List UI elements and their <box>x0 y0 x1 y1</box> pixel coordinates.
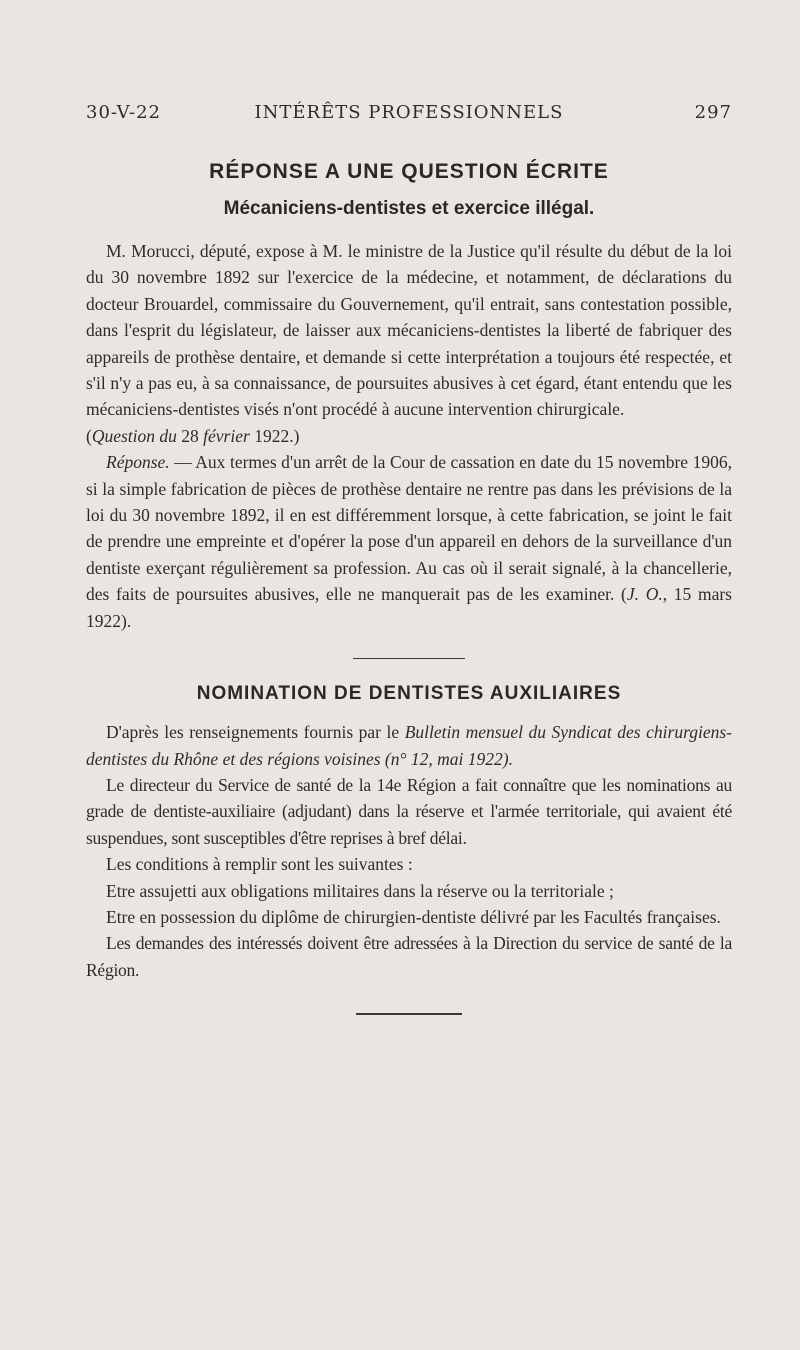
page-content <box>86 160 732 1015</box>
article2-intro <box>86 719 732 772</box>
page-number: 297 <box>694 102 732 123</box>
intro-text: D'après les renseignements fournis par le <box>106 722 405 743</box>
answer-source-end: , 15 mars 1922). <box>86 584 732 631</box>
intro-bulletin-reference: Bulletin mensuel du Syndicat des chirurgiens-dentistes du Rhône et des régions voisines (n° 12, mai 1922). <box>86 722 732 769</box>
article1-question-reference <box>86 423 732 449</box>
question-ref-month: février <box>203 425 250 446</box>
question-ref-italic: Question du <box>91 425 177 446</box>
article2-paragraph-5: Les demandes des intéressés doivent être adressées à la Direction du service de santé de la Région. <box>86 933 732 980</box>
answer-text: — Aux termes d'un arrêt de la Cour de cassation en date du 15 novembre 1906, si la simple fabrication de pièces de prothèse dentaire ne rentre pas dans les prévisions de la loi du 30 novembre 1892, il en est différemment lorsque, à cette fabrication, se joint le fait de prendre une empreinte et d'opérer la pose d'un appareil en dehors de la surveillance d'un dentiste exerçant régulièrement sa profession. Au cas où il serait signalé, à la chancellerie, des faits de poursuites abusives, elle ne manquerait pas de les examiner. ( <box>86 452 732 605</box>
article2-paragraph-1: Le directeur du Service de santé de la 14e Région a fait connaître que les nominations au grade de dentiste-auxiliaire (adjudant) dans la réserve et l'armée territoriale, qui avaient été suspendues, sont susceptibles d'être reprises à bref délai. <box>86 774 732 848</box>
section-divider <box>353 658 465 659</box>
article1-title: RÉPONSE A UNE QUESTION ÉCRITE <box>209 160 609 183</box>
running-header <box>86 102 732 128</box>
article2-paragraph-3: Etre assujetti aux obligations militaires dans la réserve ou la territoriale ; <box>106 880 614 901</box>
answer-source: J. O. <box>626 584 663 605</box>
article1-answer <box>86 449 732 634</box>
article2-title: NOMINATION DE DENTISTES AUXILIAIRES <box>196 683 622 705</box>
article1-question: M. Morucci, député, expose à M. le ministre de la Justice qu'il résulte du début de la loi du 30 novembre 1892 sur l'exercice de la médecine, et notamment, de déclarations du docteur Brouardel, commissaire du Gouvernement, qu'il entrait, sans contestation possible, dans l'esprit du législateur, de laisser aux mécaniciens-dentistes la liberté de fabriquer des appareils de prothèse dentaire, et demande si cette interprétation a toujours été respectée, et s'il n'y a pas eu, à sa connaissance, de poursuites abusives à cet égard, étant entendu que les mécaniciens-dentistes visés n'ont procédé à aucune intervention chirurgicale. <box>86 241 732 420</box>
question-ref-open: ( <box>86 425 92 446</box>
article2-paragraph-4: Etre en possession du diplôme de chirurgien-dentiste délivré par les Facultés françaises. <box>106 906 721 927</box>
answer-label: Réponse. <box>106 452 170 473</box>
article2-paragraph-2: Les conditions à remplir sont les suivantes : <box>106 854 413 875</box>
question-ref-close: 1922.) <box>249 425 300 446</box>
question-ref-day: 28 <box>176 425 204 446</box>
header-running-title: INTÉRÊTS PROFESSIONNELS <box>254 102 564 123</box>
header-date: 30-V-22 <box>86 102 162 123</box>
end-divider <box>356 1013 462 1015</box>
article1-subtitle: Mécaniciens-dentistes et exercice illégal. <box>223 198 595 219</box>
